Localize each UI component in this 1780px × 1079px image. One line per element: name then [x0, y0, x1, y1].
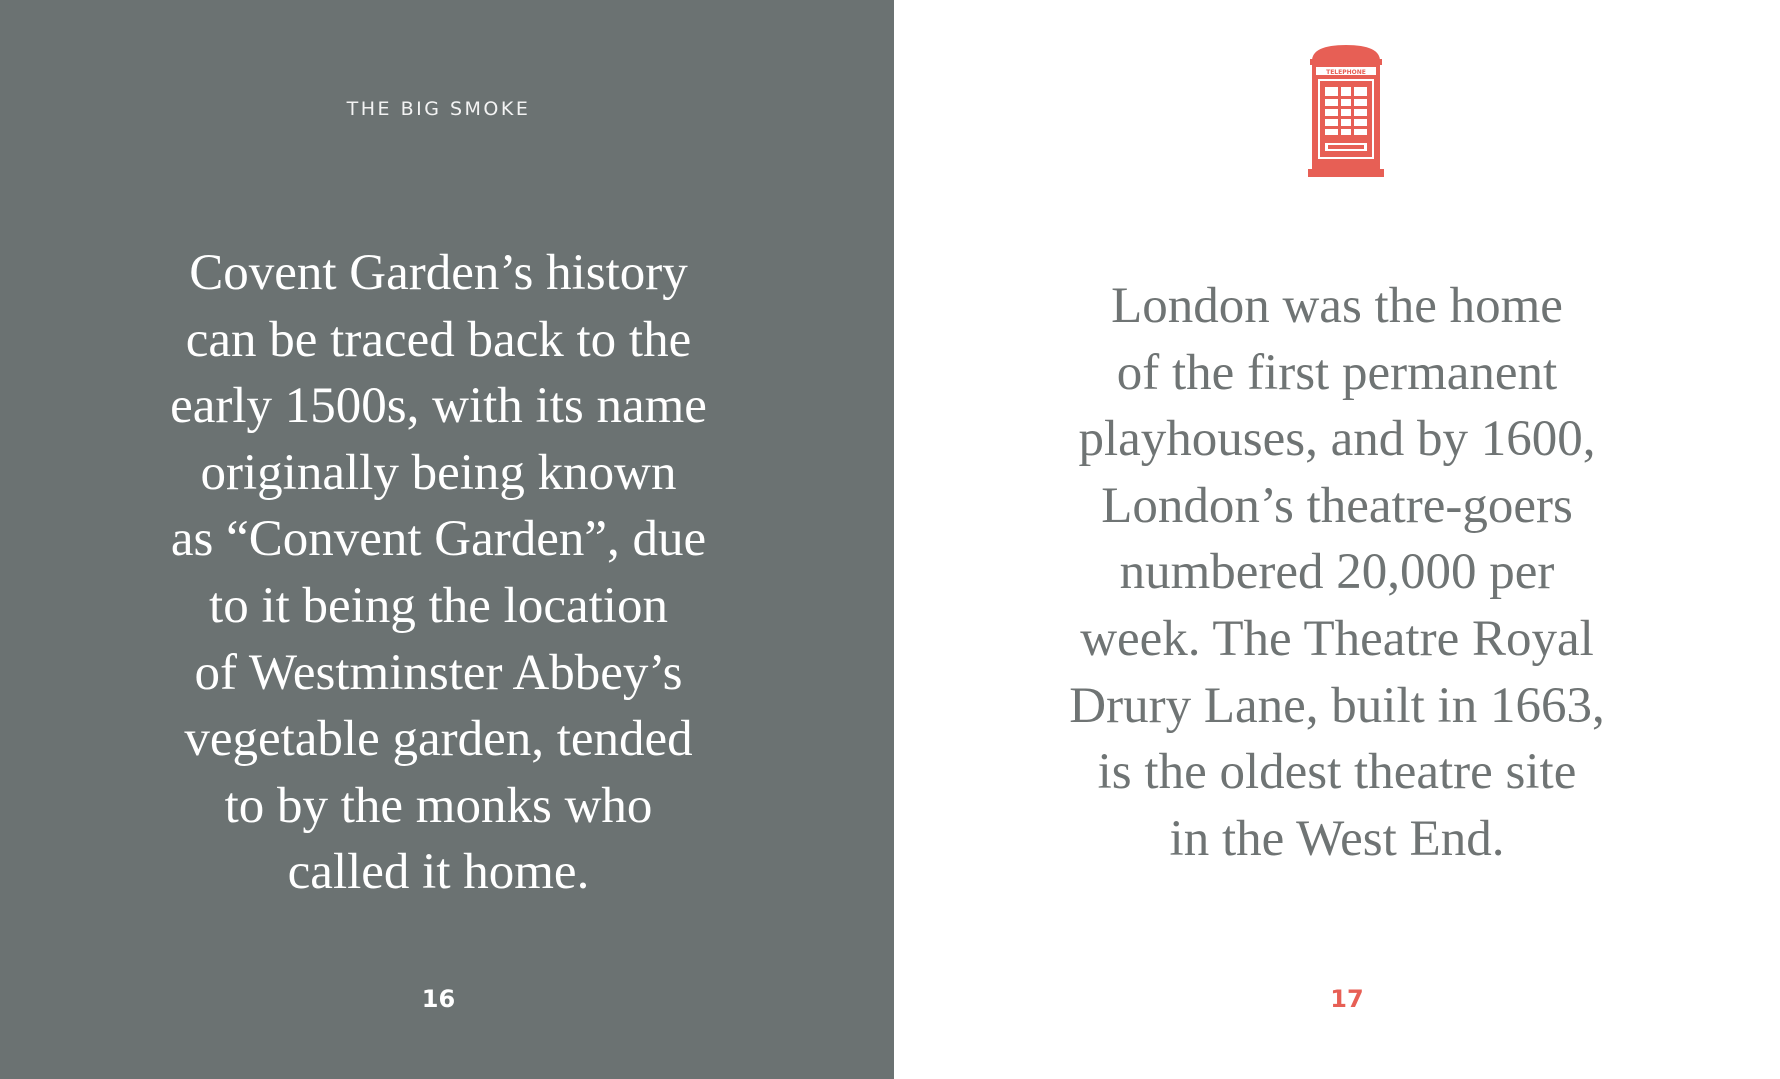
- text-line: early 1500s, with its name: [170, 378, 707, 435]
- text-line: can be traced back to the: [185, 311, 692, 368]
- text-line: is the oldest theatre site: [1097, 744, 1577, 801]
- text-line: Covent Garden’s history: [189, 245, 688, 301]
- text-line: London’s theatre-goers: [1101, 477, 1573, 534]
- running-head: THE BIG SMOKE: [346, 98, 531, 120]
- text-line: to by the monks who: [224, 777, 653, 834]
- left-page-text: [0, 240, 877, 906]
- text-line: numbered 20,000 per: [1119, 544, 1555, 601]
- text-line: Drury Lane, built in 1663,: [1069, 677, 1605, 734]
- telephone-sign: TELEPHONE: [1326, 69, 1366, 76]
- text-line: in the West End.: [1169, 810, 1505, 867]
- text-line: week. The Theatre Royal: [1080, 610, 1594, 667]
- text-line: originally being known: [200, 444, 677, 501]
- text-line: called it home.: [287, 844, 590, 901]
- text-line: as “Convent Garden”, due: [170, 511, 707, 568]
- text-line: London was the home: [1111, 278, 1563, 334]
- text-line: to it being the location: [209, 577, 668, 634]
- text-line: playhouses, and by 1600,: [1078, 411, 1596, 468]
- text-line: of Westminster Abbey’s: [194, 644, 683, 701]
- right-page: [894, 0, 1780, 1079]
- right-page-text: [884, 273, 1780, 872]
- text-line: vegetable garden, tended: [184, 711, 693, 768]
- text-line: of the first permanent: [1116, 344, 1558, 401]
- telephone-box-icon: [1306, 43, 1386, 179]
- page-number: 17: [1330, 985, 1364, 1013]
- page-number: 16: [421, 985, 456, 1013]
